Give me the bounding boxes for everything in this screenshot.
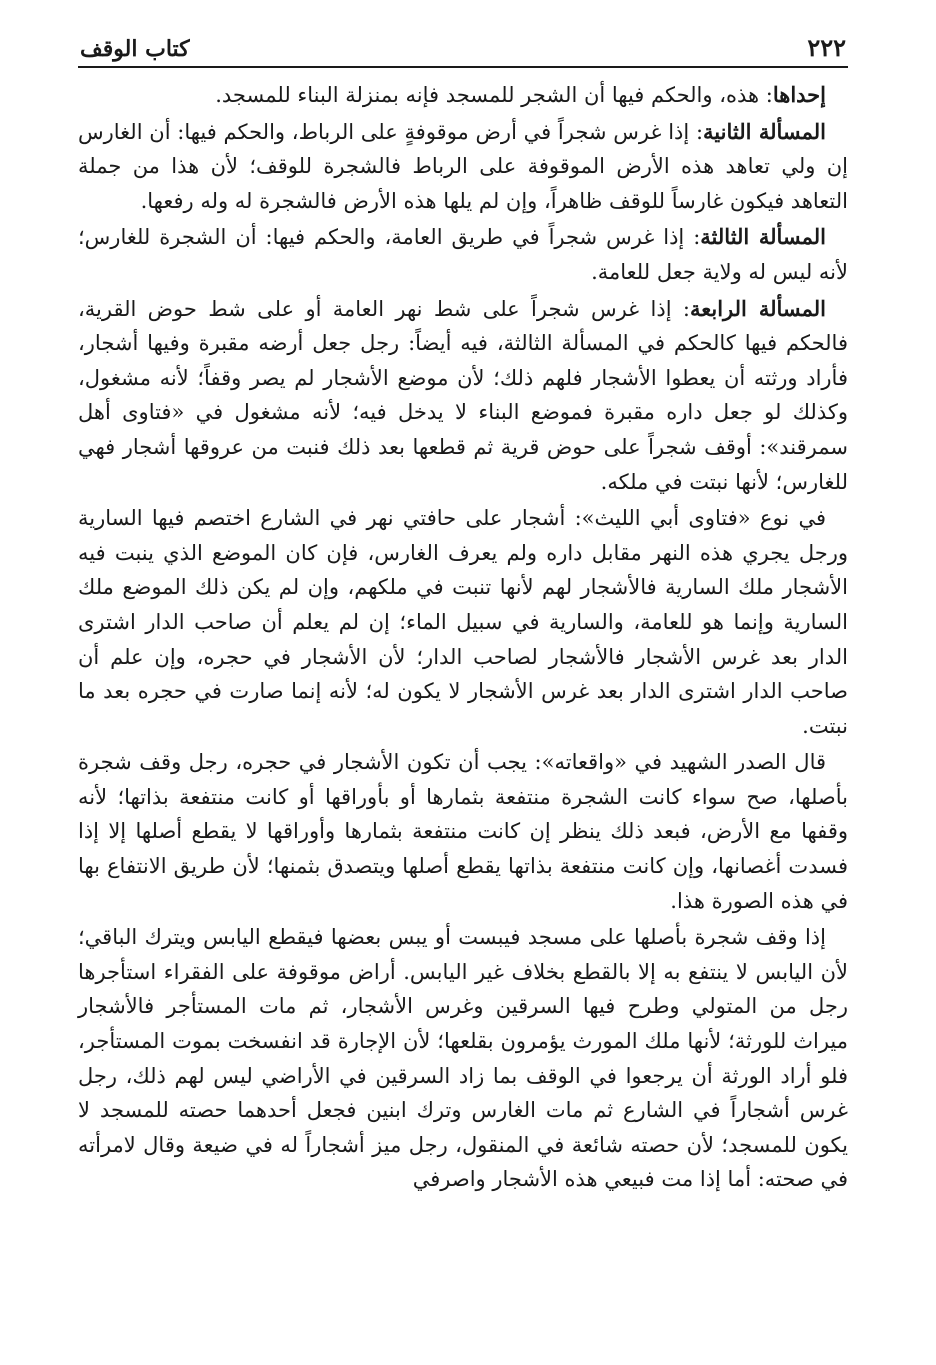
paragraph-text: إذا وقف شجرة بأصلها على مسجد فيبست أو يبس بعضها فيقطع اليابس ويترك الباقي؛ لأن اليابس لا ينتفع به إلا بالقطع بخلاف غير اليابس. أراض موقوفة على الفقراء استأجرها رجل من المتولي وطرح فيها السرقين وغرس الأشجار، ثم مات المستأجر فالأشجار ميراث للورثة؛ لأنها ملك المورث يؤمرون بقلعها؛ لأن الإجارة قد انفسخت بموت المستأجر، فلو أراد الورثة أن يرجعوا في الوقف بما زاد السرقين في الأراضي ليس لهم ذلك، رجل غرس أشجاراً في الشارع ثم مات الغارس وترك ابنين فجعل أحدهما حصته للمسجد لا يكون للمسجد؛ لأن حصته شائعة في المنقول، رجل ميز أشجاراً له في ضيعة وقال لامرأته في صحته: أما إذا مت فبيعي هذه الأشجار واصرفي	[78, 925, 848, 1192]
paragraph-lead: إحداها	[772, 82, 826, 107]
paragraph-fourth-case	[78, 292, 848, 500]
paragraph-text: : هذه، والحكم فيها أن الشجر للمسجد فإنه بمنزلة البناء للمسجد.	[215, 83, 773, 107]
running-title: كتاب الوقف	[80, 36, 190, 62]
paragraph-abu-laith	[78, 501, 848, 743]
paragraph-first-case	[78, 78, 848, 113]
paragraph-text: في نوع «فتاوى أبي الليث»: أشجار على حافتي نهر في الشارع اختصم فيها السارية ورجل يجري هذه النهر مقابل داره ولم يعرف الغارس، فإن كان الموضع الذي ينبت فيه الأشجار ملك السارية فالأشجار لهم لأنها تنبت في ملكهم، وإن لم يكن ذلك الموضع ملك السارية وإنما هو للعامة، والسارية في سبيل الماء؛ إن لم يعلم أن صاحب الدار اشترى الدار بعد غرس الأشجار فالأشجار لصاحب الدار؛ لأن الأشجار في حجره، وإن علم أن صاحب الدار اشترى الدار بعد غرس الأشجار لا يكون له؛ لأنه إنما صارت في حجره بعد ما نبتت.	[78, 506, 848, 738]
paragraph-text: : إذا غرس شجراً على شط نهر العامة أو على شط حوض القرية، فالحكم فيها كالحكم في المسألة الثالثة، فيه أيضاً: رجل جعل أرضه مقبرة وفيها أشجار، فأراد ورثته أن يعطوا الأشجار فلهم ذلك؛ لأن موضع الأشجار لم يصر وقفاً؛ لأنه مشغول، وكذلك لو جعل داره مقبرة فموضع البناء لا يدخل فيه؛ لأنه مشغول في «فتاوى أهل سمرقند»: أوقف شجراً على حوض قرية ثم قطعها بعد ذلك فنبت من عروقها أشجار فهي للغارس؛ لأنها نبتت في ملكه.	[78, 296, 848, 494]
paragraph-lead: المسألة الرابعة	[689, 295, 827, 321]
paragraph-sadr-shahid	[78, 745, 848, 918]
paragraph-text: : إذا غرس شجراً في طريق العامة، والحكم فيها: أن الشجرة للغارس؛ لأنه ليس له ولاية جعل للعامة.	[78, 225, 848, 284]
page-number: ٢٢٢	[807, 33, 846, 62]
paragraph-second-case	[78, 115, 848, 219]
paragraph-lead: المسألة الثالثة	[700, 224, 827, 250]
paragraph-text: قال الصدر الشهيد في «واقعاته»: يجب أن تكون الأشجار في حجره، رجل وقف شجرة بأصلها، صح سواء كانت الشجرة منتفعة بثمارها أو بأوراقها أو كانت منتفعة بذاتها؛ لأنه وقفها مع الأرض، فبعد ذلك ينظر إن كانت منتفعة بثمارها وأوراقها لا يقطع أصلها إلا إذا فسدت أغصانها، وإن كانت منتفعة بذاتها يقطع أصلها ويتصدق بثمنها؛ لأن طريق الانتفاع بها في هذه الصورة هذا.	[78, 750, 848, 913]
paragraph-mosque-tree	[78, 920, 848, 1197]
header-rule	[78, 66, 848, 68]
page-header	[78, 28, 848, 66]
page-body	[78, 78, 848, 1197]
paragraph-lead: المسألة الثانية	[703, 118, 826, 144]
paragraph-text: : إذا غرس شجراً في أرض موقوفةٍ على الرباط، والحكم فيها: أن الغارس إن ولي تعاهد هذه الأرض الموقوفة على الرباط فالشجرة للوقف؛ لأن هذا من جملة التعاهد فيكون غارساً للوقف ظاهراً، وإن لم يلها هذه الأرض فالشجرة له وله رفعها.	[78, 119, 848, 213]
paragraph-third-case	[78, 220, 848, 289]
